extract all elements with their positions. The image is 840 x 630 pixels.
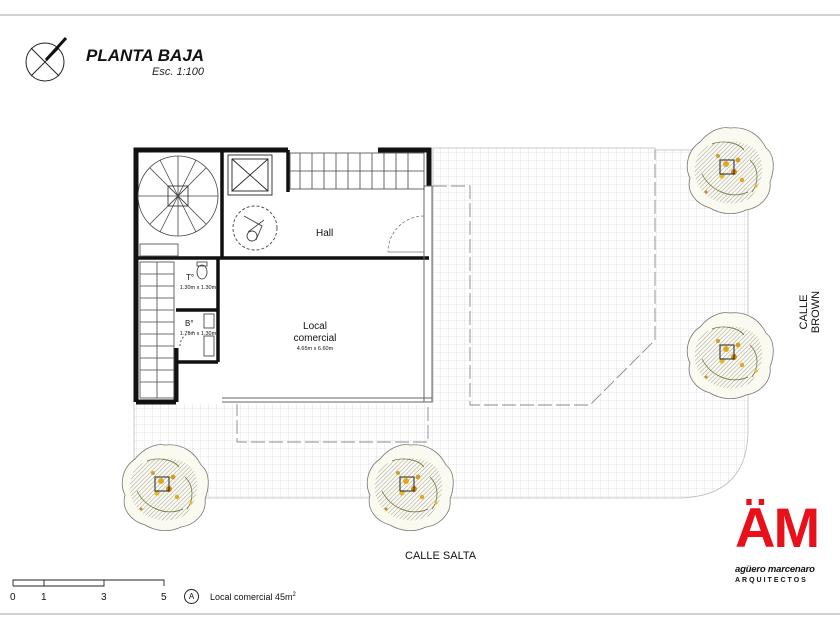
room-label-toilet: T°	[186, 273, 195, 282]
scale-tick-label: 0	[10, 592, 16, 603]
graphic-scale-bar	[13, 580, 164, 586]
scale-tick-label: 5	[161, 592, 167, 603]
room-dims-local: 4.65m x 6.60m	[296, 346, 334, 352]
legend-entry	[210, 592, 296, 602]
room-label-hall: Hall	[316, 228, 334, 239]
tree-icon	[687, 128, 773, 214]
drawing-title: PLANTA BAJA	[86, 46, 205, 65]
room-label-local-line1: Local	[303, 321, 327, 332]
drawing-scale: Esc. 1:100	[152, 66, 204, 78]
logo-firm-name: agüero marcenaro	[735, 564, 815, 575]
street-label-south: CALLE SALTA	[405, 550, 477, 562]
room-label-bath: B°	[185, 319, 194, 328]
legend-superscript: 2	[292, 592, 296, 598]
street-label-east: CALLE BROWN	[798, 290, 822, 334]
room-dims-bath: 1.75m x 1.30m	[179, 331, 217, 337]
legend-marker: A	[184, 589, 199, 604]
logo-mark: ÄM	[735, 496, 819, 559]
scale-tick-label: 1	[41, 592, 47, 603]
room-label-local-line2: comercial	[293, 333, 337, 344]
logo-subtitle: ARQUITECTOS	[735, 577, 808, 584]
north-arrow-icon	[26, 38, 66, 81]
scale-tick-label: 3	[101, 592, 107, 603]
room-dims-toilet: 1.30m x 1.30m	[179, 285, 217, 291]
legend-text: Local comercial 45m	[210, 592, 293, 602]
firm-logo	[735, 496, 835, 584]
